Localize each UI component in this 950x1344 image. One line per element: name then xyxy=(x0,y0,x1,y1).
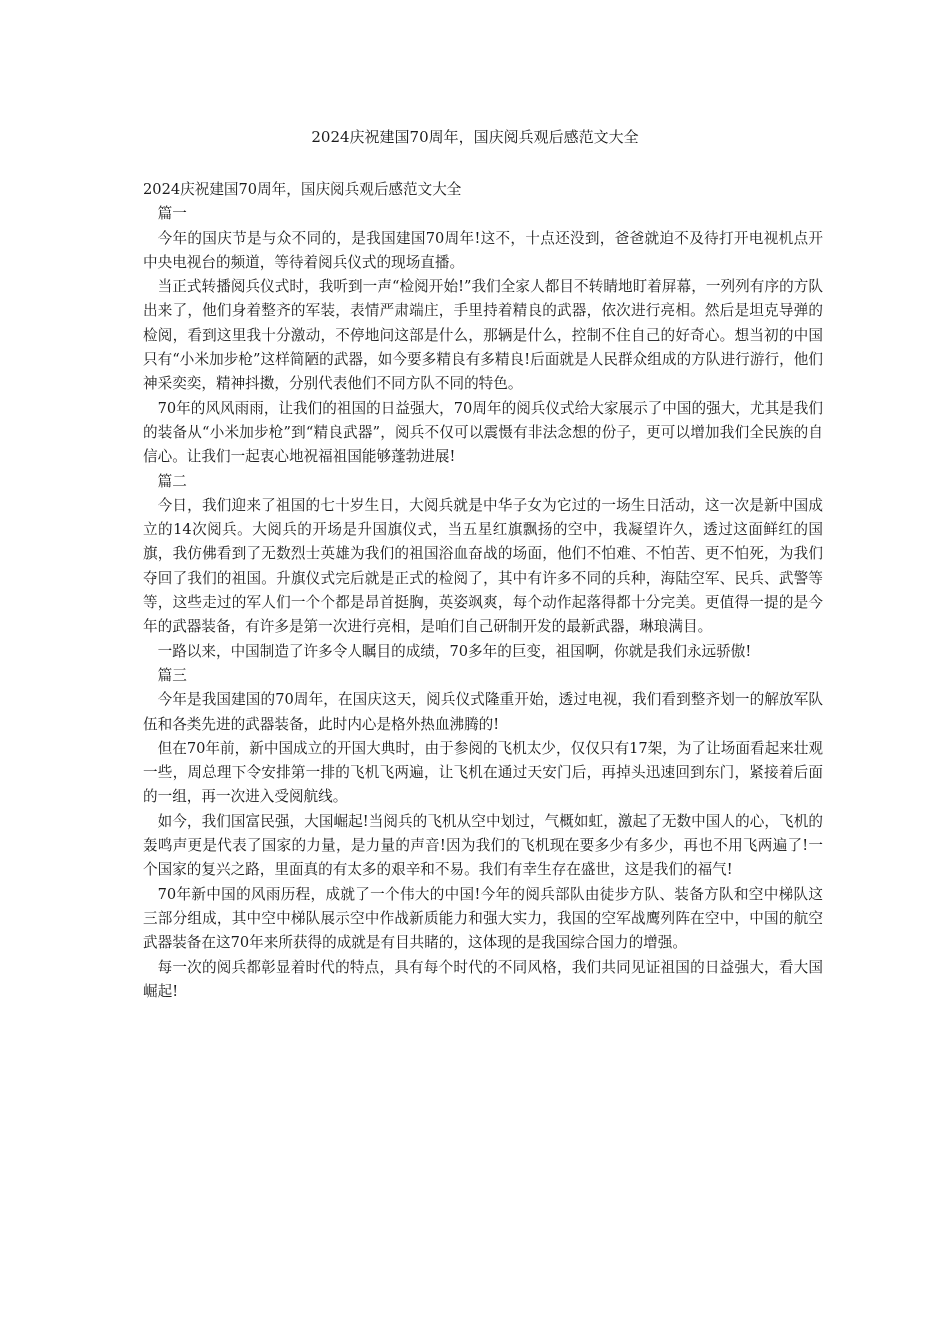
paragraph: 今日，我们迎来了祖国的七十岁生日，大阅兵就是中华子女为它过的一场生日活动，这一次是新中国成立的14次阅兵。大阅兵的开场是升国旗仪式，当五星红旗飘扬的空中，我凝望许久，透过这面鲜红的国旗，我仿佛看到了无数烈士英雄为我们的祖国浴血奋战的场面，他们不怕难、不怕苦、更不怕死，为我们夺回了我们的祖国。升旗仪式完后就是正式的检阅了，其中有许多不同的兵种，海陆空军、民兵、武警等等，这些走过的军人们一个个都是昂首挺胸，英姿飒爽，每个动作起落得都十分完美。更值得一提的是今年的武器装备，有许多是第一次进行亮相，是咱们自己研制开发的最新武器，琳琅满目。 xyxy=(143,496,823,636)
paragraph: 今年是我国建国的70周年，在国庆这天，阅兵仪式隆重开始，透过电视，我们看到整齐划一的解放军队伍和各类先进的武器装备，此时内心是格外热血沸腾的! xyxy=(143,691,823,733)
paragraph: 当正式转播阅兵仪式时，我听到一声“检阅开始!”我们全家人都目不转睛地盯着屏幕，一列列有序的方队出来了，他们身着整齐的军装，表情严肃端庄，手里持着精良的武器，依次进行亮相。然后是坦克导弹的检阅，看到这里我十分激动，不停地问这部是什么，那辆是什么，控制不住自己的好奇心。想当初的中国只有“小米加步枪”这样简陋的武器，如今要多精良有多精良!后面就是人民群众组成的方队进行游行，他们神采奕奕，精神抖擞，分别代表他们不同方队不同的特色。 xyxy=(143,278,823,393)
paragraph: 70年新中国的风雨历程，成就了一个伟大的中国!今年的阅兵部队由徒步方队、装备方队和空中梯队这三部分组成，其中空中梯队展示空中作战新质能力和强大实力，我国的空军战鹰列阵在空中，中国的航空武器装备在这70年来所获得的成就是有目共睹的，这体现的是我国综合国力的增强。 xyxy=(143,885,823,952)
document-title: 2024庆祝建国70周年，国庆阅兵观后感范文大全 xyxy=(311,128,639,146)
section-label-1: 篇一 xyxy=(157,205,187,223)
section-label-3: 篇三 xyxy=(157,666,187,684)
paragraph: 但在70年前，新中国成立的开国大典时，由于参阅的飞机太少，仅仅只有17架，为了让场面看起来壮观一些，周总理下令安排第一排的飞机飞两遍，让飞机在通过天安门后，再掉头迅速回到东门，紧接着后面的一组，再一次进入受阅航线。 xyxy=(143,739,823,806)
paragraph: 每一次的阅兵都彰显着时代的特点，具有每个时代的不同风格，我们共同见证祖国的日益强大，看大国崛起! xyxy=(143,958,823,1000)
document-subtitle: 2024庆祝建国70周年，国庆阅兵观后感范文大全 xyxy=(143,181,462,198)
document-body xyxy=(143,178,823,1004)
paragraph: 如今，我们国富民强，大国崛起!当阅兵的飞机从空中划过，气概如虹，激起了无数中国人的心，飞机的轰鸣声更是代表了国家的力量，是力量的声音!因为我们的飞机现在要多少有多少，再也不用飞两遍了!一个国家的复兴之路，里面真的有太多的艰辛和不易。我们有幸生存在盛世，这是我们的福气! xyxy=(143,812,823,879)
paragraph: 一路以来，中国制造了许多令人瞩目的成绩，70多年的巨变，祖国啊，你就是我们永远骄傲! xyxy=(157,642,752,660)
paragraph: 今年的国庆节是与众不同的，是我国建国70周年!这不，十点还没到，爸爸就迫不及待打开电视机点开中央电视台的频道，等待着阅兵仪式的现场直播。 xyxy=(143,229,823,271)
section-label-2: 篇二 xyxy=(157,472,187,490)
paragraph: 70年的风风雨雨，让我们的祖国的日益强大，70周年的阅兵仪式给大家展示了中国的强大，尤其是我们的装备从“小米加步枪”到“精良武器”，阅兵不仅可以震慑有非法念想的份子，更可以增加我们全民族的自信心。让我们一起衷心地祝福祖国能够蓬勃进展! xyxy=(143,399,823,466)
